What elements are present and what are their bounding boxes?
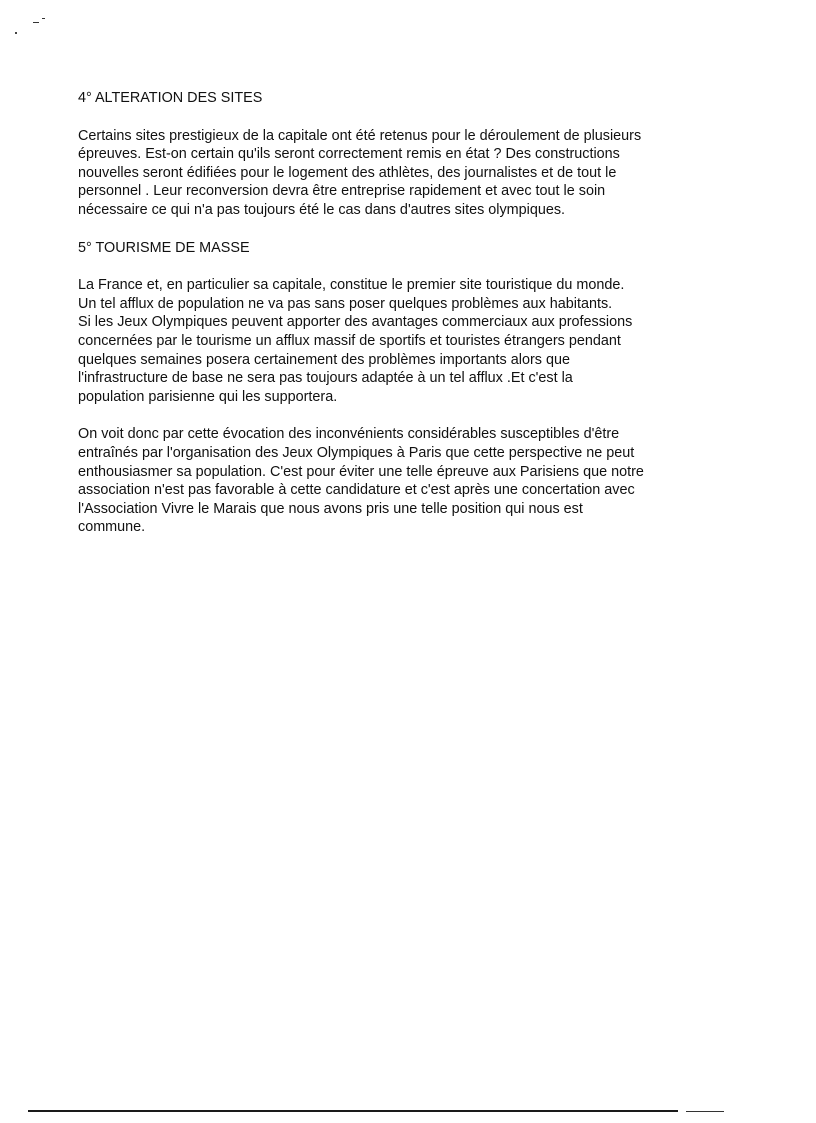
section-paragraph-alteration — [78, 127, 718, 220]
text-line: l'infrastructure de base ne sera pas toujours adaptée à un tel afflux .Et c'est la — [78, 370, 573, 387]
section-paragraph-tourisme — [78, 276, 718, 406]
text-line: concernées par le tourisme un afflux massif de sportifs et touristes étrangers pendant — [78, 332, 621, 349]
scan-artifact — [15, 32, 17, 34]
text-line: quelques semaines posera certainement des problèmes importants alors que — [78, 351, 570, 368]
text-line: épreuves. Est-on certain qu'ils seront correctement remis en état ? Des constructions — [78, 146, 620, 163]
text-line: personnel . Leur reconversion devra être entreprise rapidement et avec tout le soin — [78, 183, 606, 200]
text-line: Un tel afflux de population ne va pas sans poser quelques problèmes aux habitants. — [78, 295, 613, 312]
document-body — [78, 89, 718, 537]
text-line: association n'est pas favorable à cette candidature et c'est après une concertation avec — [78, 482, 635, 499]
text-line: On voit donc par cette évocation des inconvénients considérables susceptibles d'être — [78, 426, 620, 443]
section-heading-alteration: 4° ALTERATION DES SITES — [78, 90, 263, 106]
text-line: commune. — [78, 519, 146, 536]
text-line: Si les Jeux Olympiques peuvent apporter des avantages commerciaux aux professions — [78, 314, 633, 331]
conclusion-paragraph — [78, 425, 718, 537]
scan-artifact — [33, 22, 39, 23]
scan-artifact — [42, 18, 45, 19]
text-line: La France et, en particulier sa capitale, constitue le premier site touristique du monde. — [78, 277, 625, 294]
section-heading-tourisme: 5° TOURISME DE MASSE — [78, 239, 250, 256]
page-bottom-rule — [28, 1110, 678, 1112]
page-bottom-rule — [686, 1111, 724, 1112]
text-line: Certains sites prestigieux de la capitale ont été retenus pour le déroulement de plusieurs — [78, 127, 642, 144]
text-line: enthousiasmer sa population. C'est pour éviter une telle épreuve aux Parisiens que notre — [78, 463, 644, 480]
text-line: l'Association Vivre le Marais que nous avons pris une telle position qui nous est — [78, 500, 583, 517]
text-line: entraînés par l'organisation des Jeux Olympiques à Paris que cette perspective ne peut — [78, 444, 635, 461]
text-line: population parisienne qui les supportera. — [78, 388, 338, 405]
text-line: nécessaire ce qui n'a pas toujours été le cas dans d'autres sites olympiques. — [78, 201, 566, 218]
text-line: nouvelles seront édifiées pour le logement des athlètes, des journalistes et de tout le — [78, 164, 617, 181]
